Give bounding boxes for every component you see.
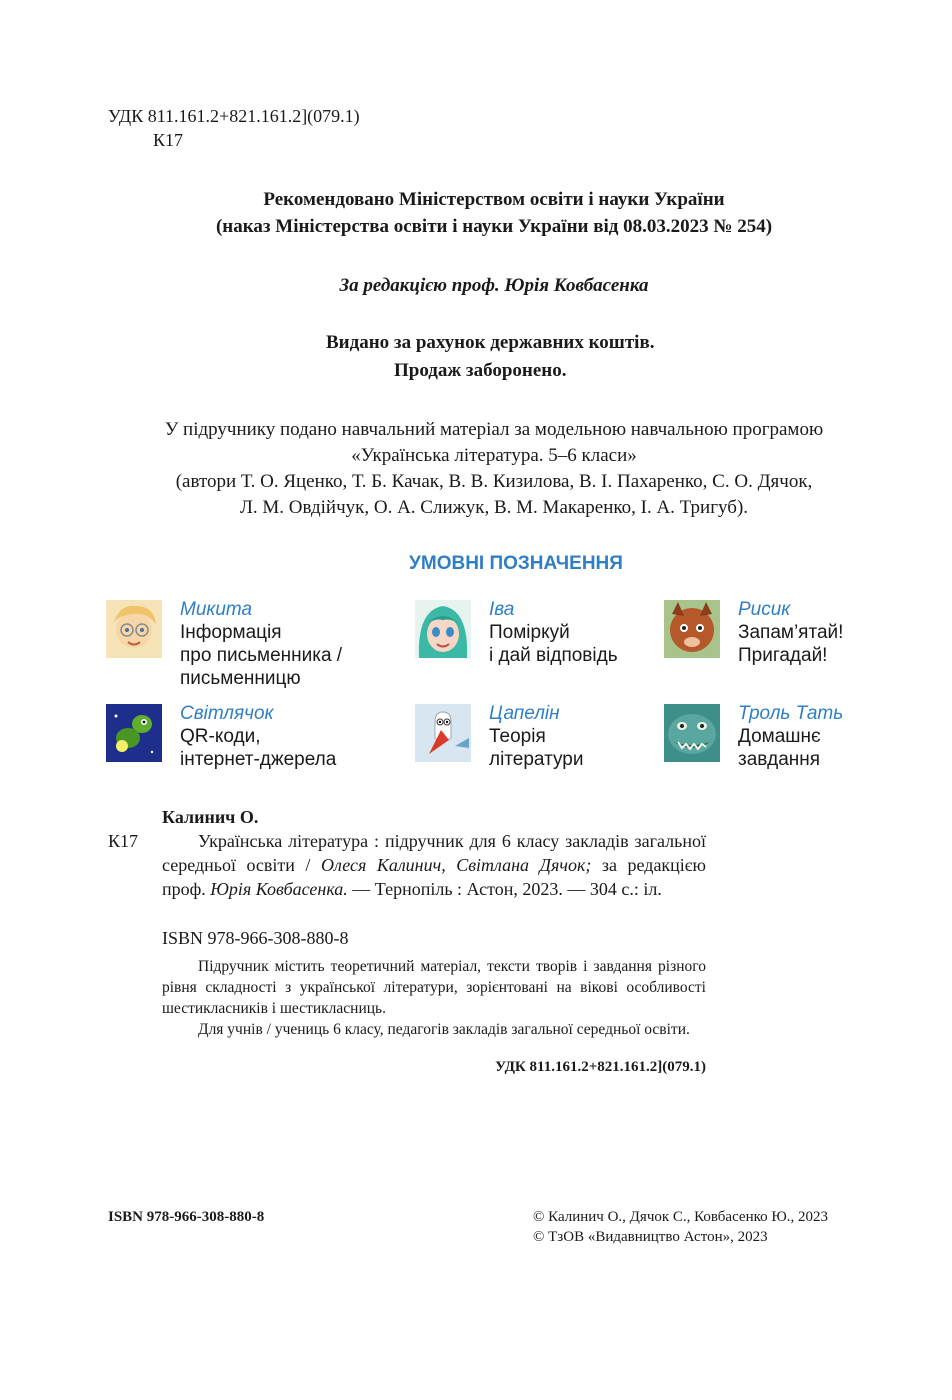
legend-description: QR-коди, інтернет-джерела [180, 726, 337, 770]
copyright-block [533, 1207, 828, 1247]
legend-item-trol-tat [664, 702, 843, 771]
footer-isbn: ISBN 978-966-308-880-8 [108, 1209, 265, 1225]
firefly-character-icon [106, 704, 162, 762]
legend-title: УМОВНІ ПОЗНАЧЕННЯ [409, 553, 623, 574]
author-mark: К17 [153, 130, 184, 150]
udk-code: УДК 811.161.2+821.161.2](079.1) [108, 106, 360, 126]
bib-isbn: ISBN 978-966-308-880-8 [162, 928, 349, 948]
sale-prohibited-line: Продаж заборонено. [394, 360, 567, 381]
bib-editor-prefix: за редакцією проф. [162, 855, 706, 899]
copyright-publisher: © ТзОВ «Видавництво Астон», 2023 [533, 1229, 768, 1245]
recommendation-block [0, 186, 952, 240]
program-line: (автори Т. О. Яценко, Т. Б. Качак, В. В. Кизилова, В. І. Пахаренко, С. О. Дячок, [175, 471, 813, 492]
annotation-paragraph: Для учнів / учениць 6 класу, педагогів закладів загальної середньої освіти. [198, 1021, 690, 1038]
legend-name: Цапелін [489, 703, 560, 724]
program-line: У підручнику подано навчальний матеріал за модельною навчальною програмою [164, 419, 824, 440]
heron-character-icon [415, 704, 471, 762]
legend-description: Домашнє завдання [738, 726, 821, 770]
recommendation-line: Рекомендовано Міністерством освіти і науки України [263, 189, 725, 210]
program-note [0, 417, 952, 521]
bib-author-mark: К17 [108, 831, 139, 851]
bib-author: Калинич О. [162, 807, 259, 827]
editor-line: За редакцією проф. Юрія Ковбасенка [339, 275, 649, 296]
legend-item-svitliachok [106, 702, 336, 771]
bib-title: Українська література : підручник для 6 класу закладів загальної середньої освіти / [162, 831, 706, 875]
legend-name: Світлячок [180, 703, 274, 724]
copyright-authors: © Калинич О., Дячок С., Ковбасенко Ю., 2023 [533, 1209, 829, 1225]
bib-annotation [162, 956, 706, 1040]
legend-description: Теорія літератури [489, 726, 584, 770]
legend-name: Рисик [738, 599, 791, 620]
program-line: Л. М. Овдійчук, О. А. Слижук, В. М. Макаренко, І. А. Тригуб). [239, 497, 749, 518]
troll-character-icon [664, 704, 720, 762]
legend-description: Поміркуй і дай відповідь [489, 622, 618, 666]
legend-description: Запам’ятай! Пригадай! [738, 622, 844, 666]
legend-description: Інформація про письменника / письменницю [180, 622, 343, 689]
lynx-character-icon [664, 600, 720, 658]
program-line: «Українська література. 5–6 класи» [351, 445, 637, 466]
boy-character-icon [106, 600, 162, 658]
bib-publisher: — Тернопіль : Астон, 2023. — 304 с.: іл. [347, 879, 662, 899]
legend-item-iva [415, 598, 618, 667]
bib-udk: УДК 811.161.2+821.161.2](079.1) [495, 1059, 706, 1075]
girl-character-icon [415, 600, 471, 658]
legend-item-rysyk [664, 598, 843, 667]
order-line: (наказ Міністерства освіти і науки України від 08.03.2023 № 254) [215, 216, 773, 237]
legend-name: Іва [489, 599, 515, 620]
bib-editor: Юрія Ковбасенка. [210, 879, 348, 899]
funding-note [326, 329, 654, 385]
annotation-paragraph: Підручник містить теоретичний матеріал, тексти творів і завдання різного рівня складності з української літератури, зорієнтовані на вікові особливості шестикласників і шестикласниць. [162, 958, 706, 1017]
legend-item-mykyta [106, 598, 342, 690]
bib-description [162, 829, 706, 901]
legend-item-tsapelin [415, 702, 583, 771]
bib-authors: Олеся Калинич, Світлана Дячок; [320, 855, 592, 875]
funding-line: Видано за рахунок державних коштів. [326, 332, 655, 353]
legend-name: Микита [180, 599, 253, 620]
legend-name: Троль Тать [738, 703, 844, 724]
